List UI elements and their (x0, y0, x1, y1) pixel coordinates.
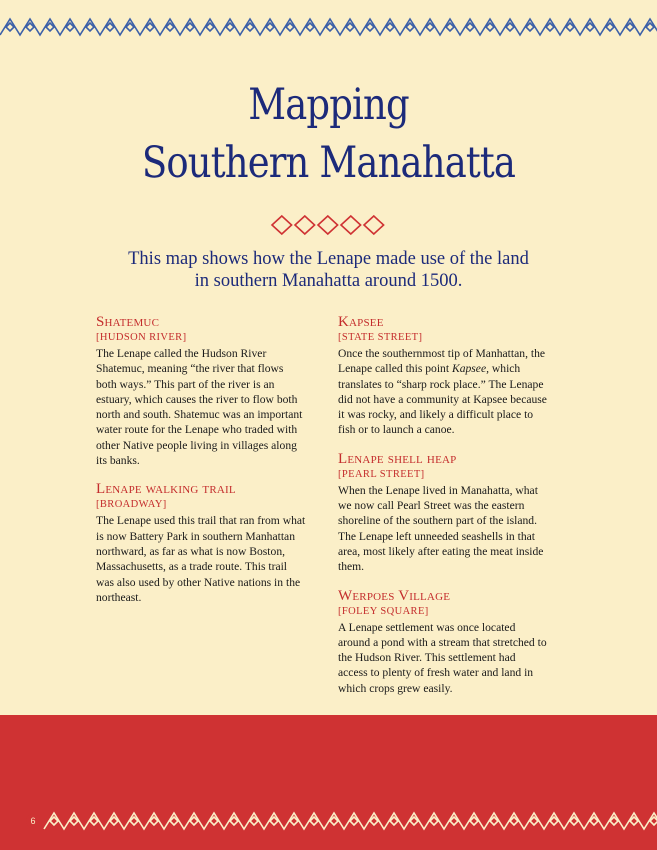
page-title-line1: Mapping (248, 80, 409, 130)
section-shatemuc (96, 313, 306, 468)
body-text: which translates to “sharp rock place.” The Lenape did not have a community at Kapsee because it was rocky, and likely a difficult place to fish or to launch a canoe. (338, 362, 547, 437)
section-body: The Lenape called the Hudson River Shatemuc, meaning “the river that flows both ways.” This part of the river is an estuary, which causes the river to flow both north and south. Shatemuc was an important water route for the Lenape who traded with other Native people living in villages along its banks. (96, 347, 303, 468)
section-subtitle: [PEARL STREET] (338, 468, 425, 480)
section-body: When the Lenape lived in Manahatta, what we now call Pearl Street was the eastern shoreline of the southern part of the island. The Lenape left unneeded seashells in that area, most likely after eating the meat inside them. (338, 483, 544, 574)
intro-line2: in southern Manahatta around 1500. (194, 271, 463, 291)
section-werpoes-village (338, 587, 548, 696)
zigzag-diamond-border-top (0, 14, 657, 40)
section-shell-heap (338, 450, 548, 575)
page-title-line2: Southern Manahatta (141, 138, 516, 188)
left-column (96, 313, 306, 617)
section-kapsee (338, 313, 548, 438)
intro-line1: This map shows how the Lenape made use of the land (128, 249, 529, 269)
section-title: Shatemuc (96, 314, 160, 330)
section-body (338, 346, 548, 438)
section-subtitle: [FOLEY SQUARE] (338, 605, 429, 617)
zigzag-diamond-border-bottom (0, 808, 657, 834)
body-italic-term: Kapsee, (451, 362, 489, 376)
five-diamond-divider-icon (270, 214, 388, 236)
section-walking-trail (96, 480, 306, 605)
page-title (46, 76, 611, 192)
right-column (338, 313, 548, 708)
section-subtitle: [STATE STREET] (338, 332, 423, 343)
section-title: Lenape walking trail (96, 481, 236, 498)
section-title: Lenape shell heap (338, 450, 457, 467)
intro-text (100, 248, 557, 292)
section-title: Kapsee (338, 314, 384, 330)
section-body: The Lenape used this trail that ran from what is now Battery Park in southern Manhattan northward, as far as what is now Boston, Massachusetts, as a trade route. This trail was also used by other Native nations in the northeast. (96, 514, 306, 604)
title-block (0, 76, 657, 192)
section-subtitle: [BROADWAY] (96, 499, 167, 511)
page-number: 6 (26, 814, 40, 828)
section-title: Werpoes Village (338, 587, 451, 604)
section-subtitle: [HUDSON RIVER] (96, 332, 187, 343)
section-body: A Lenape settlement was once located around a pond with a stream that stretched to the Hudson River. This settlement had access to plenty of fresh water and land in which crops grew easily. (338, 620, 547, 695)
body-text: Once the southernmost tip of Manhattan, the Lenape called this point (338, 347, 546, 376)
